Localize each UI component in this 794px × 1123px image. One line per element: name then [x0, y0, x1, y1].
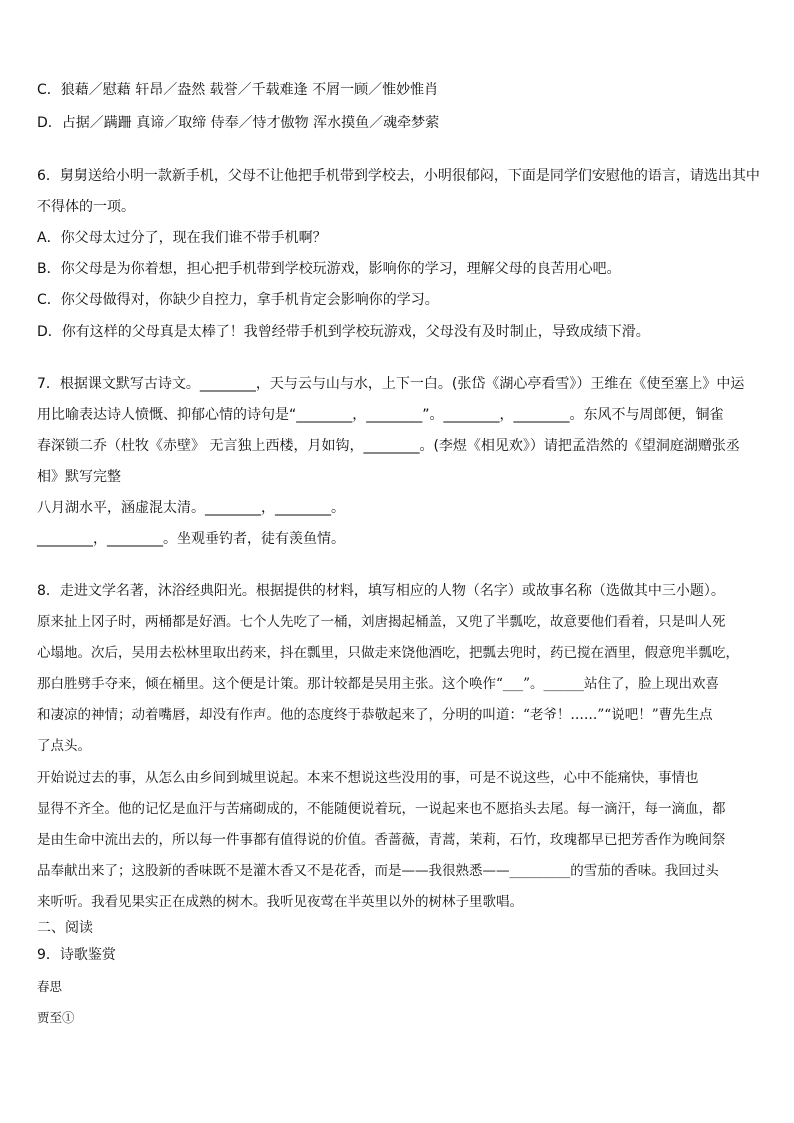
q7-line-2: 用比喻表达诗人愤慨、抑郁心情的诗句是“________，________”。________，________。东风不与周郎便，铜雀 — [37, 407, 724, 423]
q6-stem-line-1: 6．舅舅送给小明一款新手机，父母不让他把手机带到学校去，小明很郁闷，下面是同学们安慰他的语言，请选出其中 — [37, 168, 760, 184]
q6-option-c: C．你父母做得对，你缺少自控力，拿手机肯定会影响你的学习。 — [37, 292, 439, 308]
q8-passage-2-line-5: 来听听。我看见果实正在成熟的树木。我听见夜莺在半英里以外的树林子里歌唱。 — [37, 894, 523, 910]
q7-line-5: 八月湖水平，涵虚混太清。________，________。 — [37, 500, 345, 516]
q8-passage-1-line-2: 心塌地。次后，吴用去松林里取出药来，抖在瓢里，只做走来饶他酒吃，把瓢去兜时，药已搅在酒里，假意兜半瓢吃， — [37, 645, 739, 661]
q8-passage-2-line-4: 品奉献出来了；这股新的香味既不是灌木香又不是花香，而是——我很熟悉——_________的雪茄的香味。我回过头 — [37, 863, 719, 879]
q8-passage-2-line-3: 是由生命中流出去的，所以每一件事都有值得说的价值。香蔷薇，青蒿，茉莉，石竹，玫瑰都早已把芳香作为晚间祭 — [37, 832, 726, 848]
q7-line-1: 7．根据课文默写古诗文。________，天与云与山与水，上下一白。(张岱《湖心亭看雪》）王维在《使至塞上》中运 — [37, 376, 745, 392]
q6-option-d: D．你有这样的父母真是太棒了！我曾经带手机到学校玩游戏，父母没有及时制止，导致成绩下滑。 — [37, 324, 650, 340]
poem-title: 春思 — [37, 979, 63, 994]
q8-passage-2-line-1: 开始说过去的事，从怎么由乡间到城里说起。本来不想说这些没用的事，可是不说这些，心中不能痛快，事情也 — [37, 770, 699, 786]
q8-stem: 8．走进文学名著，沐浴经典阳光。根据提供的材料，填写相应的人物（名字）或故事名称（选做其中三小题）。 — [37, 583, 725, 599]
q8-passage-1-line-5: 了点头。 — [37, 738, 91, 754]
q6-option-a: A．你父母太过分了，现在我们谁不带手机啊？ — [37, 230, 327, 246]
q8-passage-1-line-3: 那白胜劈手夺来，倾在桶里。这个便是计策。那计较都是吴用主张。这个唤作“___”。______站住了，脸上现出欢喜 — [37, 676, 720, 692]
poem-author: 贾至① — [37, 1010, 75, 1025]
section-heading-reading: 二、阅读 — [37, 920, 93, 936]
q8-passage-2-line-2: 显得不齐全。他的记忆是血汗与苦痛砌成的，不能随便说着玩，一说起来也不愿掐头去尾。每一滴汗，每一滴血，都 — [37, 801, 726, 817]
option-c: C．狼藉／慰藉 轩昂／盎然 载誉／千载难逢 不屑一顾／惟妙惟肖 — [37, 82, 439, 98]
option-d: D．占据／蹒跚 真谛／取缔 侍奉／恃才傲物 浑水摸鱼／魂牵梦萦 — [37, 115, 440, 131]
q6-stem-line-2: 不得体的一项。 — [37, 199, 135, 215]
q8-passage-1-line-4: 和凄凉的神情；动着嘴唇，却没有作声。他的态度终于恭敬起来了，分明的叫道：“老爷！……”“说吧！”曹先生点 — [37, 707, 713, 723]
q7-line-6: ________，________。坐观垂钓者，徒有羡鱼情。 — [37, 531, 345, 547]
q7-line-3: 春深锁二乔（杜牧《赤壁》 无言独上西楼，月如钩，________。(李煜《相见欢》）请把孟浩然的《望洞庭湖赠张丞 — [37, 438, 740, 454]
q6-option-b: B．你父母是为你着想，担心把手机带到学校玩游戏，影响你的学习，理解父母的良苦用心吧。 — [37, 261, 621, 277]
q7-line-4: 相》默写完整 — [37, 469, 121, 485]
q8-passage-1-line-1: 原来扯上冈子时，两桶都是好酒。七个人先吃了一桶，刘唐揭起桶盖，又兜了半瓢吃，故意要他们看着，只是叫人死 — [37, 614, 726, 630]
q9-title: 9．诗歌鉴赏 — [37, 947, 116, 963]
